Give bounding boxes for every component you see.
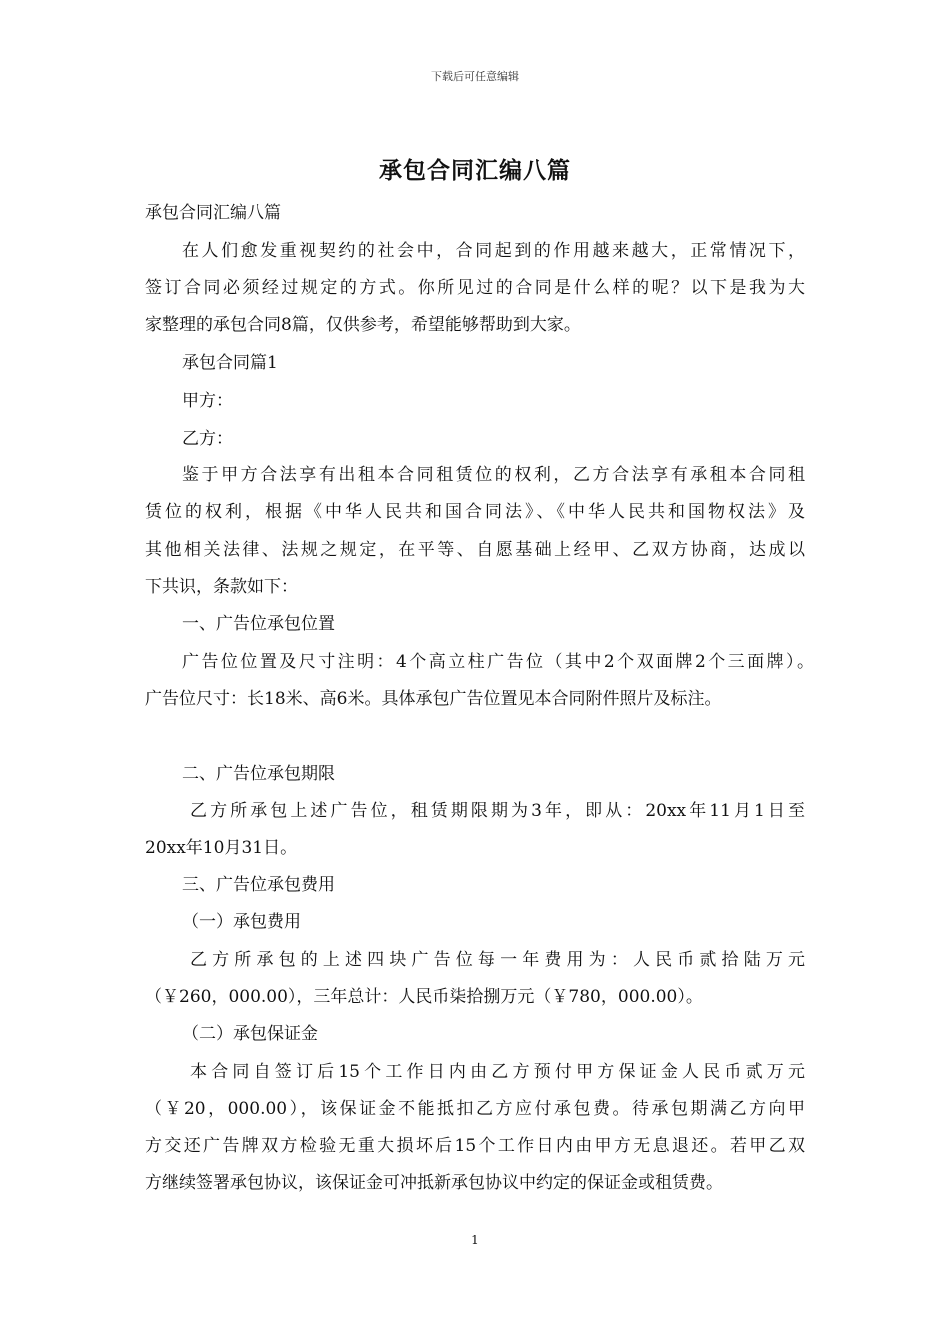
preamble-line-2: 赁位的权利，根据《中华人民共和国合同法》、《中华人民共和国物权法》及: [145, 502, 805, 522]
fee-line-2: （￥260，000.00），三年总计：人民币柒拾捌万元（￥780，000.00）。: [145, 987, 703, 1007]
page-number: 1: [471, 1233, 479, 1247]
intro-line-2: 签订合同必须经过规定的方式。你所见过的合同是什么样的呢？以下是我为大: [145, 278, 805, 298]
sub-heading-fee: （一）承包费用: [182, 912, 301, 932]
intro-line-1: 在人们愈发重视契约的社会中，合同起到的作用越来越大，正常情况下，: [182, 241, 805, 261]
clause-2-line-1: 乙方所承包上述广告位，租赁期限期为3年，即从：20xx年11月1日至: [190, 801, 805, 821]
preamble-line-4: 下共识，条款如下：: [145, 577, 298, 597]
deposit-line-2: （￥20，000.00），该保证金不能抵扣乙方应付承包费。待承包期满乙方向甲: [145, 1099, 805, 1119]
preamble-line-1: 鉴于甲方合法享有出租本合同租赁位的权利，乙方合法享有承租本合同租: [182, 465, 805, 485]
section-heading-contract-1: 承包合同篇1: [182, 353, 278, 373]
intro-line-3: 家整理的承包合同8篇，仅供参考，希望能够帮助到大家。: [145, 315, 581, 335]
deposit-line-3: 方交还广告牌双方检验无重大损坏后15个工作日内由甲方无息退还。若甲乙双: [145, 1136, 805, 1156]
document-title: 承包合同汇编八篇: [379, 157, 571, 184]
fee-line-1: 乙方所承包的上述四块广告位每一年费用为：人民币贰拾陆万元: [190, 950, 805, 970]
preamble-line-3: 其他相关法律、法规之规定，在平等、自愿基础上经甲、乙双方协商，达成以: [145, 540, 805, 560]
party-a-label: 甲方：: [182, 391, 233, 411]
header-note: 下载后可任意编辑: [431, 70, 519, 83]
clause-heading-2: 二、广告位承包期限: [182, 764, 335, 784]
clause-heading-1: 一、广告位承包位置: [182, 614, 335, 634]
party-b-label: 乙方：: [182, 429, 233, 449]
clause-1-line-2: 广告位尺寸：长18米、高6米。具体承包广告位置见本合同附件照片及标注。: [145, 689, 722, 709]
deposit-line-4: 方继续签署承包协议，该保证金可冲抵新承包协议中约定的保证金或租赁费。: [145, 1173, 723, 1193]
clause-heading-3: 三、广告位承包费用: [182, 875, 335, 895]
clause-2-line-2: 20xx年10月31日。: [145, 838, 298, 858]
subtitle-line: 承包合同汇编八篇: [145, 203, 281, 223]
sub-heading-deposit: （二）承包保证金: [182, 1024, 318, 1044]
clause-1-line-1: 广告位位置及尺寸注明：4个高立柱广告位（其中2个双面牌2个三面牌）。: [182, 652, 814, 672]
deposit-line-1: 本合同自签订后15个工作日内由乙方预付甲方保证金人民币贰万元: [190, 1062, 805, 1082]
